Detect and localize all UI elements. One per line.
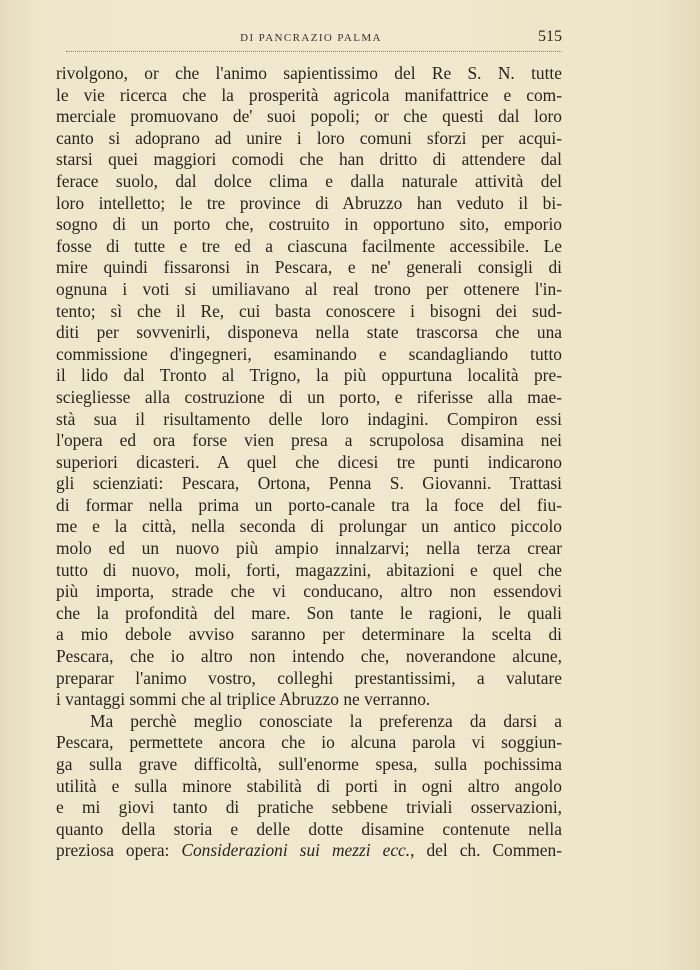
text-line: sciegliesse alla costruzione di un porto, e riferisse alla mae- bbox=[56, 386, 562, 407]
text-line: di formar nella prima un porto-canale tra la foce del fiu- bbox=[56, 494, 562, 515]
text-line: a mio debole avviso saranno per determinare la scelta di bbox=[56, 624, 562, 645]
text-line: più importa, strade che vi conducano, altro non essendovi bbox=[56, 581, 562, 602]
paragraph-start-line: Ma perchè meglio conosciate la preferenza da darsi a bbox=[90, 710, 562, 731]
text-line: e mi giovi tanto di pratiche sebbene triviali osservazioni, bbox=[56, 797, 562, 818]
text-line: fosse di tutte e tre ed a ciascuna facilmente accessibile. Le bbox=[56, 235, 562, 256]
page-header bbox=[60, 26, 562, 52]
text-line: diti per sovvenirli, disponeva nella state trascorsa che una bbox=[56, 322, 562, 343]
final-line bbox=[56, 840, 562, 862]
paragraph-end-line: i vantaggi sommi che al triplice Abruzzo ne verranno. bbox=[56, 689, 431, 710]
text-line: che la profondità del mare. Son tante le ragioni, le quali bbox=[56, 602, 562, 623]
text-line: merciale promuovano de' suoi popoli; or che questi dal loro bbox=[56, 106, 562, 127]
text-line: rivolgono, or che l'animo sapientissimo del Re S. N. tutte bbox=[56, 63, 562, 83]
text-line: canto si adoprano ad unire i loro comuni sforzi per acqui- bbox=[56, 127, 562, 148]
text-line: tento; sì che il Re, cui basta conoscere i bisogni dei sud- bbox=[56, 300, 562, 321]
page-number: 515 bbox=[538, 28, 562, 45]
text-line: stà sua il risultamento delle loro indagini. Compiron essi bbox=[56, 408, 562, 429]
cited-work-title: Considerazioni sui mezzi ecc. bbox=[181, 840, 411, 861]
text-line: molo ed un nuovo più ampio innalzarvi; nella terza crear bbox=[56, 538, 562, 559]
text-line: superiori dicasteri. A quel che dicesi tre punti indicarono bbox=[56, 451, 562, 472]
text-line: preparar l'animo vostro, colleghi prestantissimi, a valutare bbox=[56, 667, 562, 688]
text-line: starsi quei maggiori comodi che han dritto di attendere dal bbox=[56, 149, 562, 170]
final-line-end: , del ch. Commen- bbox=[410, 840, 562, 861]
text-line: ognuna i voti si umiliavano al real trono per ottenere l'in- bbox=[56, 278, 562, 299]
text-line: commissione d'ingegneri, esaminando e scandagliando tutto bbox=[56, 343, 562, 364]
text-line: il lido dal Tronto al Trigno, la più oppurtuna località pre- bbox=[56, 365, 562, 386]
body-text bbox=[56, 63, 562, 862]
text-line: mire quindi fissaronsi in Pescara, e ne' generali consigli di bbox=[56, 257, 562, 278]
header-rule bbox=[66, 51, 562, 52]
text-line: tutto di nuovo, moli, forti, magazzini, abitazioni e quel che bbox=[56, 559, 562, 580]
text-line: ga sulla grave difficoltà, sull'enorme spesa, sulla pochissima bbox=[56, 754, 562, 774]
final-line-start: preziosa opera: bbox=[56, 840, 182, 861]
text-line: Pescara, che io altro non intendo che, noverandone alcune, bbox=[56, 646, 562, 667]
text-line: utilità e sulla minore stabilità di porti in ogni altro angolo bbox=[56, 775, 562, 796]
text-line: loro intelletto; le tre province di Abruzzo han veduto il bi- bbox=[56, 192, 562, 213]
text-line: gli scienziati: Pescara, Ortona, Penna S. Giovanni. Trattasi bbox=[56, 473, 562, 494]
text-line: quanto della storia e delle dotte disamine contenute nella bbox=[56, 818, 562, 839]
text-line: le vie ricerca che la prosperità agricola manifattrice e com- bbox=[56, 84, 562, 105]
text-line: l'opera ed ora forse vien presa a scrupolosa disamina nei bbox=[56, 430, 562, 451]
text-line: ferace suolo, dal dolce clima e dalla naturale attività del bbox=[56, 170, 562, 191]
text-line: sogno di un porto che, costruito in opportuno sito, emporio bbox=[56, 214, 562, 235]
text-line: Pescara, permettete ancora che io alcuna parola vi soggiun- bbox=[56, 732, 562, 753]
text-line: me e la città, nella seconda di prolungar un antico piccolo bbox=[56, 516, 562, 537]
running-head: DI PANCRAZIO PALMA bbox=[240, 32, 382, 44]
